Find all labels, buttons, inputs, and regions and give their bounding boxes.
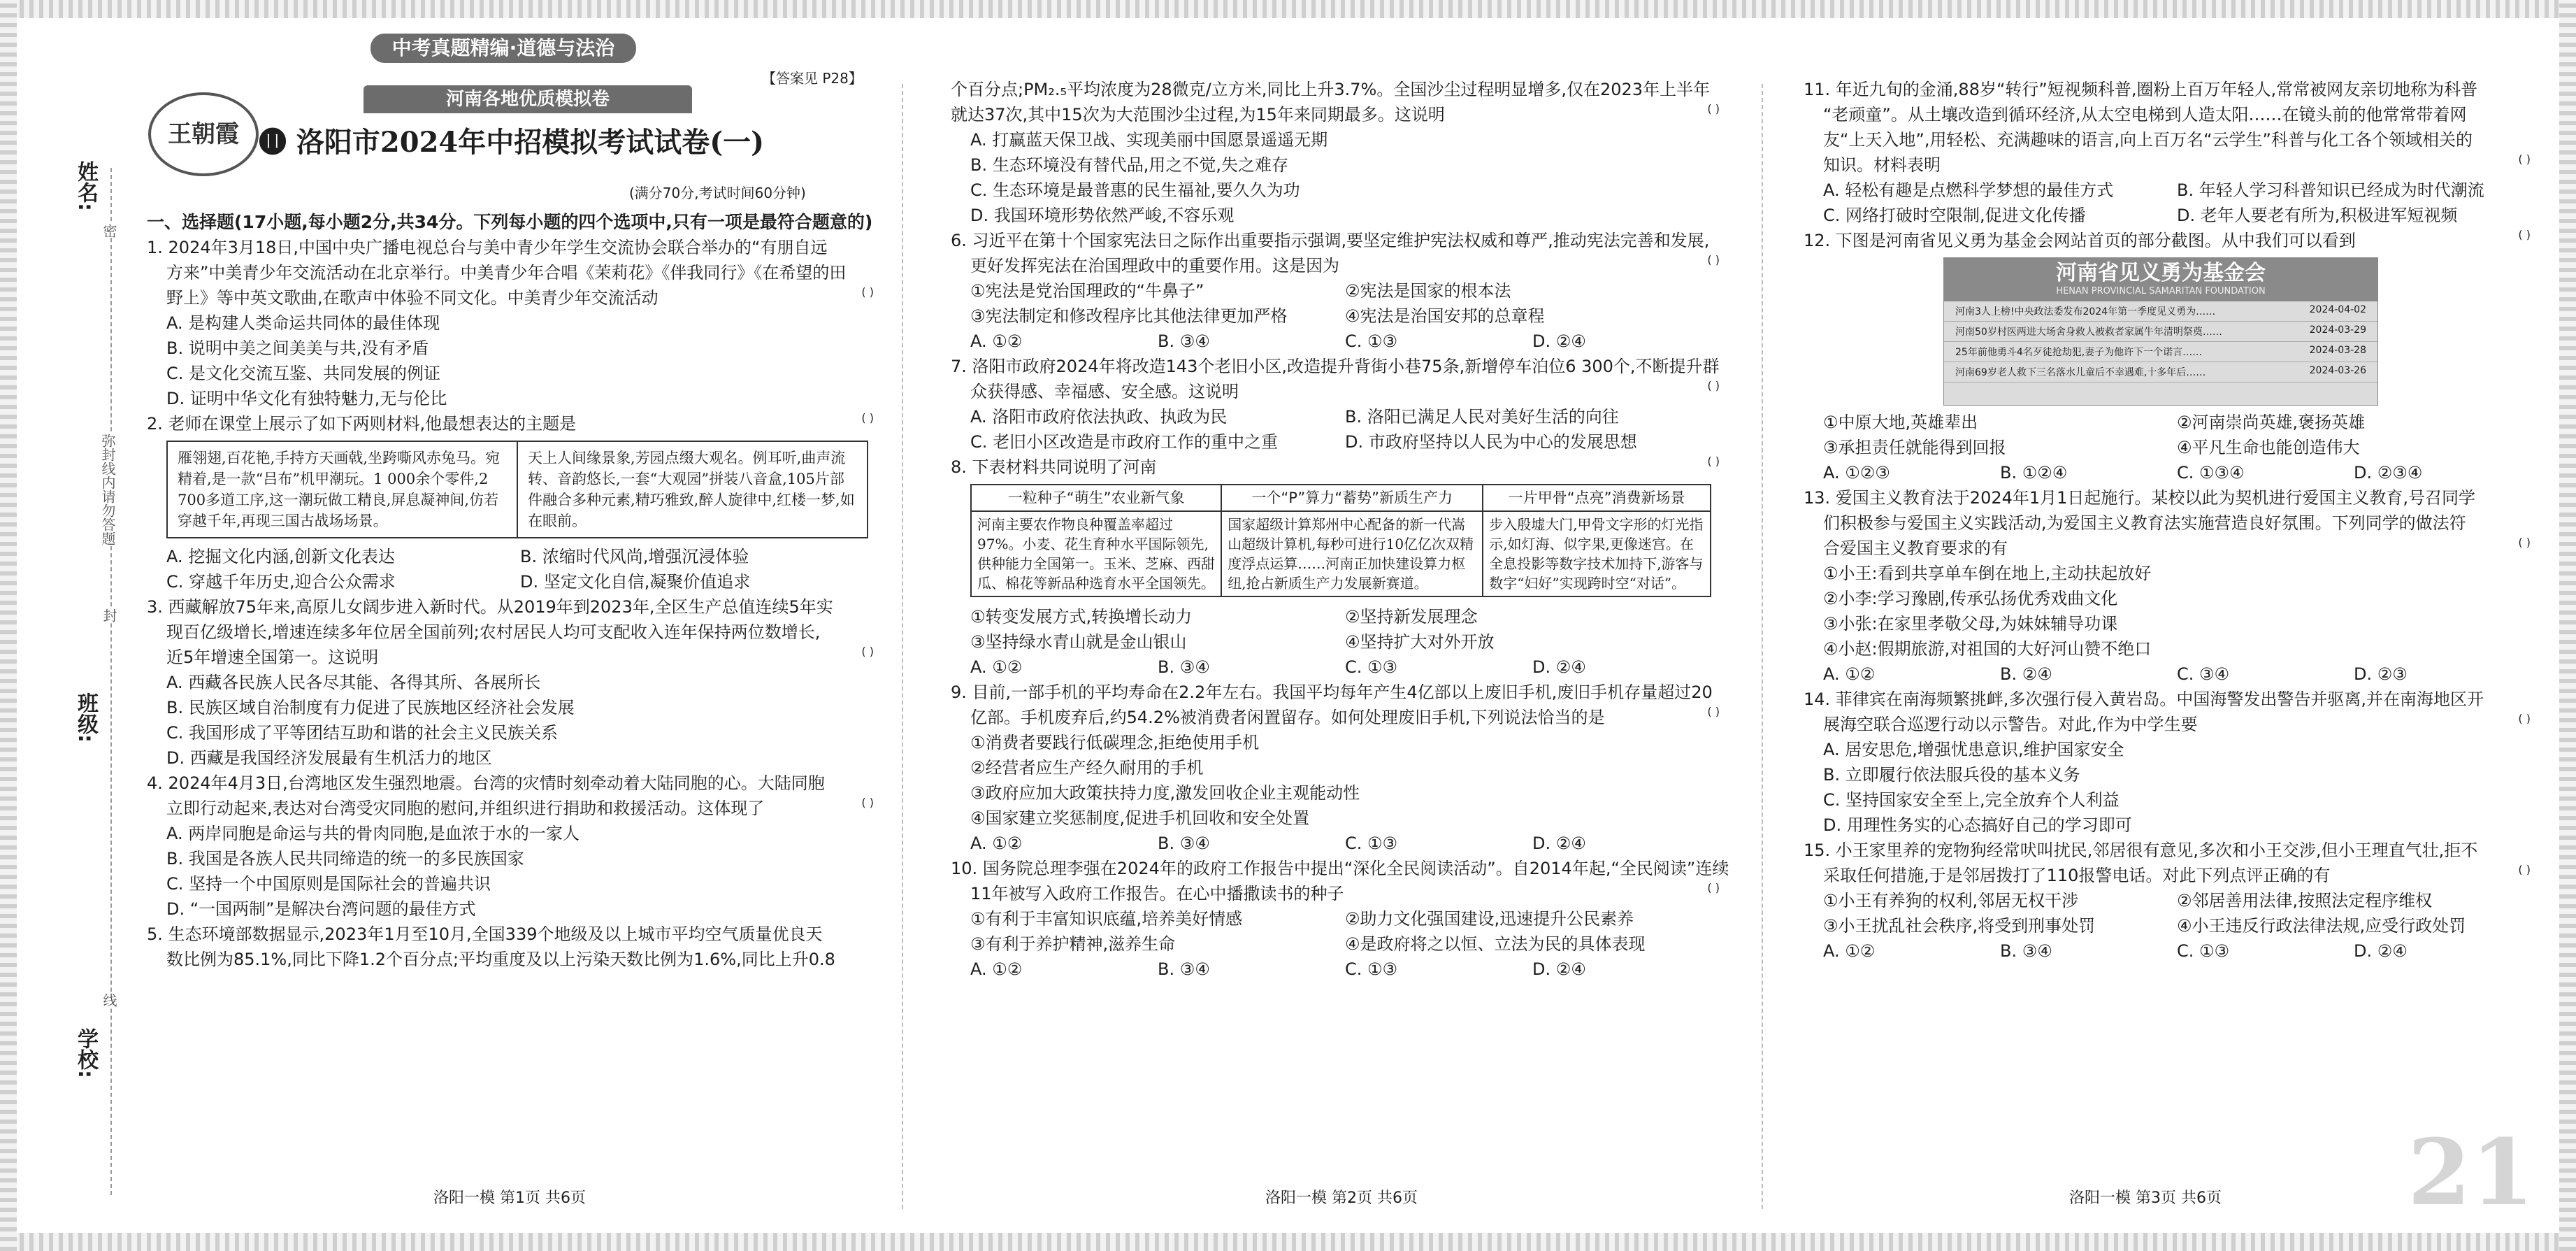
option-d[interactable]: D. ②④ <box>2354 941 2408 961</box>
news-date: 2024-03-28 <box>2309 345 2366 356</box>
option-b[interactable]: B. 说明中美之间美美与共,没有矛盾 <box>166 338 429 358</box>
statements-row <box>951 278 1720 303</box>
option-a[interactable]: A. ①② <box>1823 941 1876 961</box>
question-stem: 方来”中美青少年交流活动在北京举行。中美青少年合唱《茉莉花》《伴我同行》《在希望的田 <box>166 263 847 283</box>
option-a[interactable]: A. 洛阳市政府依法执政、执政为民 <box>970 407 1228 427</box>
question-stem: 数比例为85.1%,同比下降1.2个百分点;平均重度及以上污染天数比例为1.6%,同比上升0.8 <box>166 950 835 969</box>
option-a[interactable]: A. ①②③ <box>1823 463 1890 482</box>
statement-4: ④平凡生命也能创造伟大 <box>2177 438 2360 457</box>
option-a[interactable]: A. 轻松有趣是点燃科学梦想的最佳方式 <box>1823 180 2114 200</box>
option-b[interactable]: B. 我国是各族人民共同缔造的统一的多民族国家 <box>166 849 524 868</box>
statement-2: ②宪法是国家的根本法 <box>1345 281 1511 301</box>
statement-1: ①小王有养狗的权利,邻居无权干涉 <box>1823 891 2079 910</box>
option-c[interactable]: C. ③④ <box>2177 664 2230 684</box>
question-2 <box>147 411 874 594</box>
right-border <box>2559 0 2576 1251</box>
question-stem: 8. 下表材料共同说明了河南 <box>951 457 1157 477</box>
option-b[interactable]: B. ③④ <box>1158 959 1210 979</box>
options-row <box>1804 178 2531 203</box>
question-12 <box>1804 228 2531 485</box>
column-2 <box>951 77 1729 982</box>
options-row <box>951 831 1720 856</box>
column-divider <box>1762 84 1763 1209</box>
statement-2: ②助力文化强国建设,迅速提升公民素养 <box>1345 909 1634 929</box>
option-d[interactable]: D. 坚定文化自信,凝聚价值追求 <box>520 572 751 592</box>
answer-blank[interactable]: ( ) <box>2518 536 2531 549</box>
top-border <box>0 0 2576 18</box>
option-c[interactable]: C. 坚持一个中国原则是国际社会的普遍共识 <box>166 874 491 894</box>
school-field-label: 学校: <box>73 1028 98 1078</box>
statements-row <box>1804 913 2531 938</box>
statement-3: ③小王扰乱社会秩序,将受到刑事处罚 <box>1823 916 2096 936</box>
foundation-title: 河南省见义勇为基金会 <box>1944 258 2377 301</box>
statement-2: ②经营者应生产经久耐用的手机 <box>970 758 1204 778</box>
answer-blank[interactable]: ( ) <box>1707 379 1720 392</box>
answer-blank[interactable]: ( ) <box>861 645 874 658</box>
option-b[interactable]: B. 民族区域自治制度有力促进了民族地区经济社会发展 <box>166 698 575 717</box>
question-stem: 野上》等中英文歌曲,在歌声中体验不同文化。中美青少年交流活动 <box>166 288 659 308</box>
statement-3: ③小张:在家里孝敬父母,为妹妹辅导功课 <box>1823 614 2118 634</box>
statement-4: ④是政府将之以恒、立法为民的具体表现 <box>1345 934 1646 954</box>
page-footer: 洛阳一模 第3页 共6页 <box>2069 1189 2222 1207</box>
statement-3: ③承担责任就能得到回报 <box>1823 438 2006 457</box>
option-b[interactable]: B. 生态环境没有替代品,用之不觉,失之难存 <box>970 155 1288 175</box>
question-5 <box>147 922 874 972</box>
options-row <box>1804 460 2531 485</box>
answer-blank[interactable]: ( ) <box>2518 228 2531 241</box>
table-header: 一个“P”算力“蓄势”新质生产力 <box>1221 485 1483 511</box>
question-6 <box>951 228 1720 354</box>
statements-row <box>1804 410 2531 435</box>
news-title: 河南69岁老人救下三名落水儿童后不幸遇难,十多年后…… <box>1955 367 2206 378</box>
table-cell: 国家超级计算郑州中心配备的新一代嵩山超级计算机,每秒可进行10亿亿次双精度浮点运算……河南正加快建设算力枢纽,抢占新质生产力发展新赛道。 <box>1221 511 1483 596</box>
option-b[interactable]: B. ③④ <box>2000 941 2052 961</box>
option-b[interactable]: B. ②④ <box>2000 664 2052 684</box>
option-b[interactable]: B. ①②④ <box>2000 463 2068 482</box>
statements-row <box>1804 888 2531 913</box>
statement-3: ③坚持绿水青山就是金山银山 <box>970 632 1187 652</box>
answer-blank[interactable]: ( ) <box>1707 102 1720 115</box>
option-d[interactable]: D. ②④ <box>1532 959 1586 979</box>
answer-blank[interactable]: ( ) <box>1707 253 1720 266</box>
option-d[interactable]: D. ②④ <box>1532 657 1586 677</box>
question-stem: 13. 爱国主义教育法于2024年1月1日起施行。某校以此为契机进行爱国主义教育,号召同学 <box>1804 488 2476 508</box>
option-c[interactable]: C. ①③ <box>2177 941 2230 961</box>
option-c[interactable]: C. ①③ <box>1345 331 1398 351</box>
seal-line-note: 弥封线内请勿答题 <box>98 434 118 545</box>
news-title: 25年前他勇斗4名歹徒抢劫犯,妻子为他许下一个诺言…… <box>1955 347 2203 358</box>
options-row <box>951 329 1720 354</box>
question-3 <box>147 594 874 771</box>
question-1 <box>147 235 874 411</box>
question-stem: 亿部。手机废弃后,约54.2%被消费者闲置留存。如何处理废旧手机,下列说法恰当的是 <box>970 708 1605 727</box>
table-header: 一粒种子“萌生”农业新气象 <box>971 485 1221 511</box>
answer-blank[interactable]: ( ) <box>1707 705 1720 718</box>
answer-blank[interactable]: ( ) <box>2518 712 2531 725</box>
option-b[interactable]: B. 浓缩时代风尚,增强沉浸体验 <box>520 547 749 566</box>
question-stem: 4. 2024年4月3日,台湾地区发生强烈地震。台湾的灾情时刻牵动着大陆同胞的心。大陆同胞 <box>147 773 825 793</box>
option-c[interactable]: C. 网络打破时空限制,促进文化传播 <box>1823 206 2086 225</box>
book-title: 中考真题精编·道德与法治 <box>370 34 636 63</box>
statement-4: ④国家建立奖惩制度,促进手机回收和安全处置 <box>970 808 1310 828</box>
answer-blank[interactable]: ( ) <box>2518 152 2531 166</box>
question-13 <box>1804 485 2531 687</box>
section-heading: 一、选择题(17小题,每小题2分,共34分。下列每小题的四个选项中,只有一项是最符合题意的) <box>147 212 873 232</box>
question-stem: 5. 生态环境部数据显示,2023年1月至10月,全国339个地级及以上城市平均空气质量优良天 <box>147 924 823 944</box>
column-3 <box>1804 77 2531 964</box>
question-stem: 友“上天入地”,用轻松、充满趣味的语言,向上百万名“云学生”科普与化工各个领域相关的 <box>1823 130 2473 150</box>
answer-blank[interactable]: ( ) <box>861 285 874 299</box>
question-stem: 合爱国主义教育要求的有 <box>1823 538 2008 558</box>
options-row <box>1804 203 2531 228</box>
option-d[interactable]: D. 我国环境形势依然严峻,不容乐观 <box>970 206 1235 225</box>
statement-2: ②坚持新发展理念 <box>1345 607 1478 627</box>
option-a[interactable]: A. 挖掘文化内涵,创新文化表达 <box>166 547 395 566</box>
question-stem: 众获得感、幸福感、安全感。这说明 <box>970 382 1239 401</box>
website-screenshot <box>1943 257 2378 406</box>
option-c[interactable]: C. 生态环境是最普惠的民生福祉,要久久为功 <box>970 180 1300 200</box>
cut-mark: 密 <box>99 224 120 238</box>
question-stem: 15. 小王家里养的宠物狗经常吠叫扰民,邻居很有意见,多次和小王交涉,但小王理直气壮,拒不 <box>1804 841 2478 860</box>
statement-1: ①中原大地,英雄辈出 <box>1823 413 1978 432</box>
option-d[interactable]: D. 用理性务实的心态搞好自己的学习即可 <box>1823 815 2132 835</box>
option-a[interactable]: A. ①② <box>1823 664 1876 684</box>
options-row <box>951 429 1720 455</box>
option-a[interactable]: A. ①② <box>970 657 1023 677</box>
statement-3: ③有利于养护精神,滋养生命 <box>970 934 1176 954</box>
table-header-row <box>971 485 1711 511</box>
question-stem: 立即行动起来,表达对台湾受灾同胞的慰问,并组织进行捐助和救援活动。这体现了 <box>166 799 765 818</box>
question-stem: 11年被写入政府工作报告。在心中播撒读书的种子 <box>970 884 1344 903</box>
option-a[interactable]: A. 打赢蓝天保卫战、实现美丽中国愿景遥遥无期 <box>970 130 1328 150</box>
options-row <box>951 655 1720 680</box>
question-stem: 1. 2024年3月18日,中国中央广播电视总台与美中青少年学生交流协会联合举办的“有朋自远 <box>147 238 828 257</box>
statement-1: ①有利于丰富知识底蕴,培养美好情感 <box>970 909 1243 929</box>
statement-2: ②河南崇尚英雄,褒扬英雄 <box>2177 413 2366 432</box>
answer-blank[interactable]: ( ) <box>1707 881 1720 894</box>
material-box <box>166 441 868 538</box>
question-9 <box>951 680 1720 856</box>
question-10 <box>951 856 1729 982</box>
option-a[interactable]: A. 是构建人类命运共同体的最佳体现 <box>166 313 440 333</box>
cut-mark: 封 <box>99 608 120 622</box>
statement-2: ②邻居善用法律,按照法定程序维权 <box>2177 891 2433 910</box>
question-stem: “老顽童”。从土壤改造到循环经济,从太空电梯到人造太阳……在镜头前的他常常带着网 <box>1823 105 2467 124</box>
question-5-continued <box>951 77 1720 228</box>
statement-4: ④小王违反行政法律法规,应受行政处罚 <box>2177 916 2466 936</box>
column-1 <box>147 210 874 972</box>
answer-blank[interactable]: ( ) <box>861 411 874 424</box>
page-number: 21 <box>2408 1119 2534 1226</box>
page-footer: 洛阳一模 第1页 共6页 <box>433 1189 586 1207</box>
options-row <box>951 404 1720 429</box>
option-a[interactable]: A. 西藏各民族人民各尽其能、各得其所、各展所长 <box>166 673 541 692</box>
question-7 <box>951 354 1720 455</box>
news-title: 河南50岁村医两进大场舍身救人被救者家属牛年清明祭奠…… <box>1955 327 2222 338</box>
statement-1: ①转变发展方式,转换增长动力 <box>970 607 1193 627</box>
statements-row <box>951 303 1720 329</box>
table-row <box>971 511 1711 596</box>
question-4 <box>147 771 874 922</box>
option-d[interactable]: D. “一国两制”是解决台湾问题的最佳方式 <box>166 899 476 919</box>
option-b[interactable]: B. 年轻人学习科普知识已经成为时代潮流 <box>2177 180 2484 200</box>
option-d[interactable]: D. 西藏是我国经济发展最有生机活力的地区 <box>166 748 492 768</box>
class-field-label: 班级: <box>73 692 98 743</box>
question-stem: 就达37次,其中15次为大范围沙尘过程,为15年来同期最多。这说明 <box>951 105 1445 124</box>
question-stem: 14. 菲律宾在南海频繁挑衅,多次强行侵入黄岩岛。中国海警发出警告并驱离,并在南海地区开 <box>1804 689 2484 709</box>
statements-row <box>951 629 1720 655</box>
series-banner: 河南各地优质模拟卷 <box>364 85 692 113</box>
paper-title: ⓫ 洛阳市2024年中招模拟考试试卷(一) <box>259 126 765 159</box>
news-date: 2024-03-29 <box>2309 324 2366 336</box>
question-stem: 更好发挥宪法在治国理政中的重要作用。这是因为 <box>970 256 1339 276</box>
option-c[interactable]: C. 老旧小区改造是市政府工作的重中之重 <box>970 432 1279 452</box>
question-stem: 3. 西藏解放75年来,高原儿女阔步进入新时代。从2019年到2023年,全区生产总值连续5年实 <box>147 597 833 617</box>
question-stem: 12. 下图是河南省见义勇为基金会网站首页的部分截图。从中我们可以看到 <box>1804 231 2356 250</box>
statements-row <box>951 604 1720 629</box>
answer-blank[interactable]: ( ) <box>1707 455 1720 468</box>
foundation-subtitle: HENAN PROVINCIAL SAMARITAN FOUNDATION <box>2056 286 2266 296</box>
material-2: 天上人间缘景象,芳园点缀大观名。例耳听,曲声流转、音韵悠长,一套“大观园”拼装八音盒,105片部件融合多种元素,精巧雅致,醉人旋律中,红楼一梦,如在眼前。 <box>517 442 867 537</box>
left-border <box>0 0 17 1251</box>
column-divider <box>902 84 903 1209</box>
option-d[interactable]: D. ②④ <box>1532 331 1586 351</box>
news-date: 2024-04-02 <box>2309 304 2366 315</box>
option-d[interactable]: D. 老年人要老有所为,积极进军短视频 <box>2177 206 2458 225</box>
answer-blank[interactable]: ( ) <box>2518 863 2531 876</box>
question-stem: 采取任何措施,于是邻居拨打了110报警电话。对此下列点评正确的有 <box>1823 866 2331 885</box>
option-b[interactable]: B. ③④ <box>1158 834 1210 853</box>
question-stem: 现百亿级增长,增速连续多年位居全国前列;农村居民人均可支配收入连年保持两位数增长, <box>166 622 821 642</box>
question-stem: 们积极参与爱国主义实践活动,为爱国主义教育法实施营造良好氛围。下列同学的做法符 <box>1823 513 2466 533</box>
table-cell: 步入殷墟大门,甲骨文字形的灯光指示,如灯海、似字果,更像迷宫。在全息投影等数字技术加持下,游客与数字“妇好”实现跨时空“对话”。 <box>1483 511 1711 596</box>
option-d[interactable]: D. ②③ <box>2354 664 2408 684</box>
statements-row <box>951 931 1720 957</box>
options-row <box>951 957 1720 982</box>
answer-reference: 【答案见 P28】 <box>762 70 863 87</box>
question-stem: 展海空联合巡逻行动以示警告。对此,作为中学生要 <box>1823 715 2198 734</box>
statements-row <box>951 906 1720 931</box>
option-c[interactable]: C. 穿越千年历史,迎合公众需求 <box>166 572 396 592</box>
name-field-label: 姓名: <box>73 161 98 211</box>
question-stem: 9. 目前,一部手机的平均寿命在2.2年左右。我国平均每年产生4亿部以上废旧手机,废旧手机存量超过20 <box>951 682 1713 702</box>
material-1: 雁翎翅,百花艳,手持方天画戟,坐跨嘶风赤兔马。宛精着,是一款“吕布”机甲潮玩。1 000余个零件,2 700多道工序,这一潮玩做工精良,屏息凝神间,仿若穿越千年,再现三国古战场场景。 <box>178 450 501 529</box>
question-8 <box>951 455 1720 680</box>
question-stem: 11. 年近九旬的金涌,88岁“转行”短视频科普,圈粉上百万年轻人,常常被网友亲切地称为科普 <box>1804 80 2478 99</box>
option-c[interactable]: C. 我国形成了平等团结互助和谐的社会主义民族关系 <box>166 723 559 743</box>
statements-row <box>1804 435 2531 460</box>
option-b[interactable]: B. ③④ <box>1158 331 1210 351</box>
statement-3: ③宪法制定和修改程序比其他法律更加严格 <box>970 306 1288 326</box>
news-title: 河南3人上榜!中央政法委发布2024年第一季度见义勇为…… <box>1955 306 2216 317</box>
table-cell: 河南主要农作物良种覆盖率超过97%。小麦、花生育种水平国际领先,供种能力全国第一。玉米、芝麻、西甜瓜、棉花等新品种选育水平全国领先。 <box>971 511 1221 596</box>
table-header: 一片甲骨“点亮”消费新场景 <box>1483 485 1711 511</box>
page-footer: 洛阳一模 第2页 共6页 <box>1265 1189 1418 1207</box>
option-a[interactable]: A. 两岸同胞是命运与共的骨肉同胞,是血浓于水的一家人 <box>166 824 580 843</box>
option-c[interactable]: C. 坚持国家安全至上,完全放弃个人利益 <box>1823 790 2120 810</box>
option-d[interactable]: D. 市政府坚持以人民为中心的发展思想 <box>1345 432 1637 452</box>
option-d[interactable]: D. ②③④ <box>2354 463 2423 482</box>
option-d[interactable]: D. ②④ <box>1532 834 1586 853</box>
question-stem: 2. 老师在课堂上展示了如下两则材料,他最想表达的主题是 <box>147 414 577 434</box>
option-b[interactable]: B. ③④ <box>1158 657 1210 677</box>
question-stem: 近5年增速全国第一。这说明 <box>166 648 379 667</box>
options-row <box>1804 662 2531 687</box>
question-11 <box>1804 77 2531 228</box>
material-table <box>970 484 1711 597</box>
option-c[interactable]: C. ①③ <box>1345 657 1398 677</box>
news-item <box>1944 322 2377 342</box>
bottom-border <box>0 1233 2576 1251</box>
news-item <box>1944 362 2377 383</box>
option-a[interactable]: A. ①② <box>970 331 1023 351</box>
question-stem: 6. 习近平在第十个国家宪法日之际作出重要指示强调,要坚定维护宪法权威和尊严,推动宪法完善和发展, <box>951 231 1710 250</box>
question-stem: 知识。材料表明 <box>1823 155 1941 175</box>
question-15 <box>1804 838 2531 964</box>
statement-3: ③政府应加大政策扶持力度,激发回收企业主观能动性 <box>970 783 1360 803</box>
option-a[interactable]: A. ①② <box>970 834 1023 853</box>
publisher-logo: 王朝霞 <box>148 92 259 176</box>
option-d[interactable]: D. 证明中华文化有独特魅力,无与伦比 <box>166 389 447 408</box>
answer-blank[interactable]: ( ) <box>861 796 874 809</box>
statement-1: ①消费者要践行低碳理念,拒绝使用手机 <box>970 733 1260 752</box>
option-c[interactable]: C. ①③④ <box>2177 463 2245 482</box>
option-c[interactable]: C. ①③ <box>1345 834 1398 853</box>
binding-strip <box>42 161 147 1196</box>
statement-1: ①小王:看到共享单车倒在地上,主动扶起放好 <box>1823 564 2152 583</box>
question-stem: 个百分点;PM₂.₅平均浓度为28微克/立方米,同比上升3.7%。全国沙尘过程明显增多,仅在2023年上半年 <box>951 80 1711 99</box>
news-item <box>1944 342 2377 362</box>
options-row <box>147 544 874 569</box>
question-14 <box>1804 687 2531 838</box>
option-a[interactable]: A. ①② <box>970 959 1023 979</box>
cut-line <box>110 168 112 1195</box>
question-stem: 7. 洛阳市政府2024年将改造143个老旧小区,改造提升背街小巷75条,新增停车泊位6 300个,不断提升群 <box>951 357 1720 376</box>
option-c[interactable]: C. 是文化交流互鉴、共同发展的例证 <box>166 364 441 383</box>
news-item <box>1944 301 2377 322</box>
option-b[interactable]: B. 立即履行依法服兵役的基本义务 <box>1823 765 2080 785</box>
question-stem: 10. 国务院总理李强在2024年的政府工作报告中提出“深化全民阅读活动”。自2014年起,“全民阅读”连续 <box>951 859 1729 878</box>
option-b[interactable]: B. 洛阳已满足人民对美好生活的向往 <box>1345 407 1619 427</box>
options-row <box>147 569 874 594</box>
exam-meta: (满分70分,考试时间60分钟) <box>629 185 806 201</box>
news-date: 2024-03-26 <box>2309 365 2366 376</box>
statement-4: ④小赵:假期旅游,对祖国的大好河山赞不绝口 <box>1823 639 2152 659</box>
statement-4: ④坚持扩大对外开放 <box>1345 632 1495 652</box>
options-row <box>1804 938 2531 964</box>
statement-2: ②小李:学习豫剧,传承弘扬优秀戏曲文化 <box>1823 589 2118 608</box>
statement-1: ①宪法是党治国理政的“牛鼻子” <box>970 281 1204 301</box>
option-c[interactable]: C. ①③ <box>1345 959 1398 979</box>
cut-mark: 线 <box>99 993 120 1007</box>
option-a[interactable]: A. 居安思危,增强忧患意识,维护国家安全 <box>1823 740 2124 759</box>
statement-4: ④宪法是治国安邦的总章程 <box>1345 306 1545 326</box>
